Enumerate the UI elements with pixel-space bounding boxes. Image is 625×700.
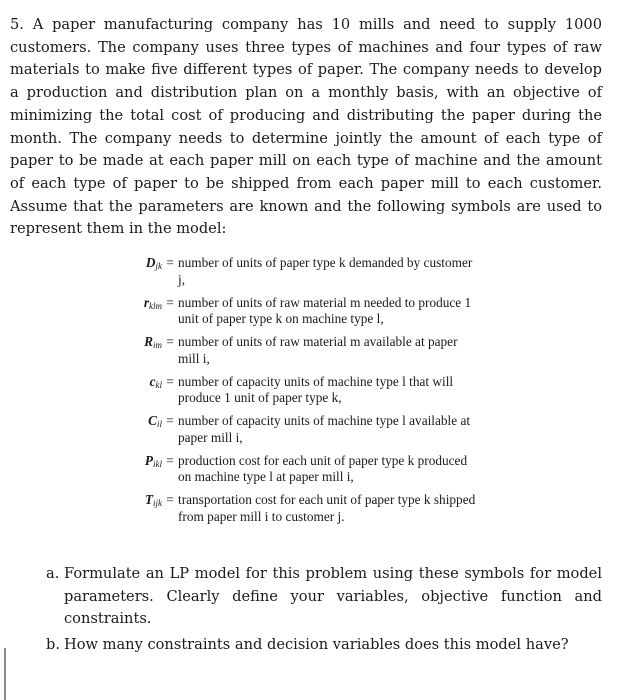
- equals-sign: =: [166, 452, 174, 468]
- definition-text: production cost for each unit of paper type k produced on machine type l at paper mill i,: [178, 452, 468, 484]
- definition-symbol: $P_{ikl}$: [144, 452, 162, 469]
- definition-text: transportation cost for each unit of paper type k shipped from paper mill i to customer j.: [178, 492, 476, 524]
- definition-symbol: $r_{klm}$: [143, 294, 162, 311]
- equals-sign: =: [166, 492, 174, 507]
- question-item: [46, 634, 602, 657]
- definition-row: [118, 453, 478, 486]
- definition-text: number of units of raw material m needed to produce 1 unit of paper type k on machine type l,: [178, 294, 472, 326]
- definition-text: number of units of raw material m available at paper mill i,: [178, 334, 458, 366]
- equals-sign: =: [166, 294, 174, 310]
- definition-symbol: $T_{ijk}$: [144, 492, 162, 508]
- definition-row: [118, 374, 478, 407]
- definition-row: [118, 255, 478, 288]
- problem-number: 5.: [10, 16, 24, 33]
- equals-sign: =: [166, 373, 174, 389]
- definition-row: [118, 413, 478, 446]
- question-list: [46, 563, 602, 660]
- question-label: a.: [46, 565, 60, 582]
- question-label: b.: [46, 636, 60, 654]
- definition-text: number of capacity units of machine type l available at paper mill i,: [178, 413, 471, 445]
- question-item: [46, 563, 602, 631]
- definition-symbol: $D_{jk}$: [145, 255, 162, 271]
- question-text: Formulate an LP model for this problem using these symbols for model parameters. Clearly define your variables, objective function and constraints.: [64, 565, 602, 628]
- definition-symbol: $c_{kl}$: [149, 373, 162, 390]
- definition-row: [118, 295, 478, 328]
- equals-sign: =: [166, 255, 174, 270]
- equals-sign: =: [166, 413, 174, 428]
- definition-symbol: $C_{il}$: [148, 413, 162, 429]
- definition-symbol: $R_{im}$: [144, 334, 162, 350]
- question-text: How many constraints and decision variables does this model have?: [64, 636, 569, 654]
- parameter-definitions: [118, 255, 478, 532]
- definition-row: [118, 334, 478, 367]
- left-margin-bar: [4, 648, 6, 700]
- problem-text: A paper manufacturing company has 10 mills and need to supply 1000 customers. The company uses three types of machines and four types of raw materials to make five different types of paper. The company needs to develop a production and distribution plan on a monthly basis, with an objective of minimizing the total cost of producing and distributing the paper during the month. The company needs to determine jointly the amount of each type of paper to be made at each paper mill on each type of machine and the amount of each type of paper to be shipped from each paper mill to each customer. Assume that the parameters are known and the following symbols are used to represent them in the model:: [10, 16, 602, 238]
- definition-text: number of capacity units of machine type l that will produce 1 unit of paper type k,: [178, 373, 454, 405]
- equals-sign: =: [166, 334, 174, 349]
- definition-row: [118, 492, 478, 525]
- definition-text: number of units of paper type k demanded by customer j,: [178, 255, 473, 287]
- problem-statement: [10, 14, 602, 241]
